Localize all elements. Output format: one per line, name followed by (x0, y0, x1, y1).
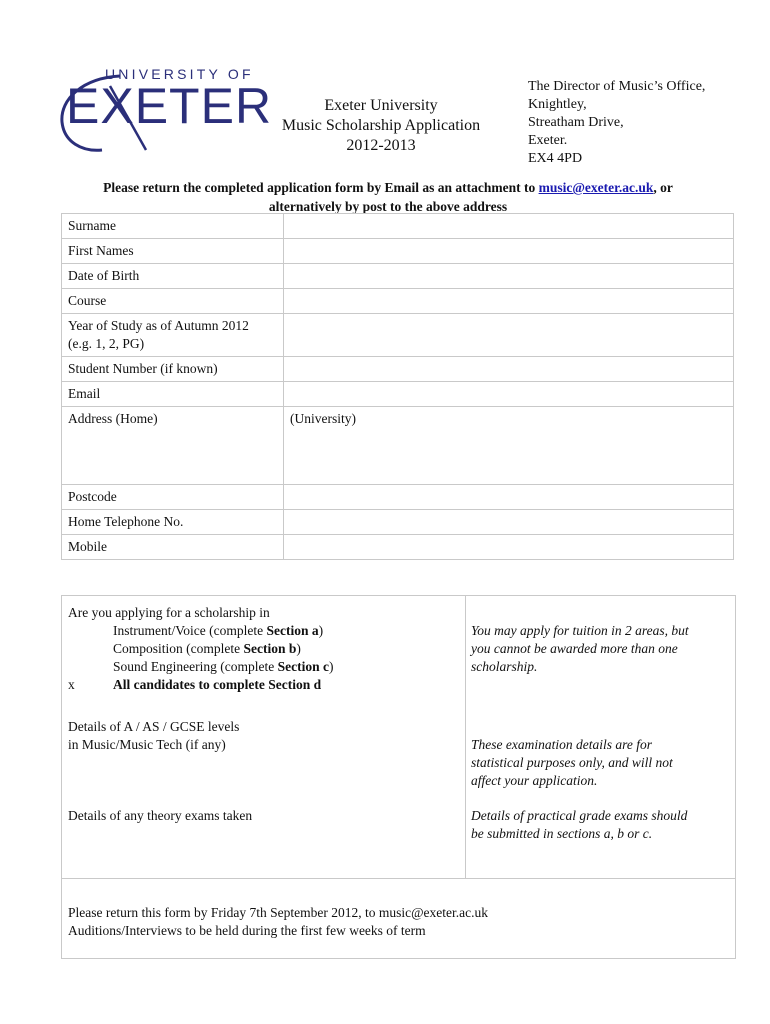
year-of-study-line-1: Year of Study as of Autumn 2012 (68, 318, 249, 333)
mobile-field[interactable] (284, 535, 734, 560)
address-line: Knightley, (528, 97, 587, 112)
option-instrument-voice[interactable] (113, 622, 323, 640)
gcse-details-line-1: Details of A / AS / GCSE levels (68, 719, 240, 734)
year-of-study-label (62, 314, 284, 357)
title-line-3: 2012-2013 (346, 137, 416, 154)
logo-university-of: UNIVERSITY OF (105, 66, 254, 82)
table-row (62, 485, 734, 510)
postcode-label: Postcode (62, 485, 284, 510)
student-number-label: Student Number (if known) (62, 357, 284, 382)
table-row (62, 314, 734, 357)
practical-note-line-1: Details of practical grade exams should (471, 808, 688, 823)
tuition-note-line-1: You may apply for tuition in 2 areas, but (471, 623, 689, 638)
year-of-study-line-2: (e.g. 1, 2, PG) (68, 336, 145, 351)
university-logo (58, 64, 273, 156)
home-address-field[interactable] (62, 407, 284, 485)
return-address (528, 78, 748, 168)
course-label: Course (62, 289, 284, 314)
scholarship-question: Are you applying for a scholarship in (68, 605, 270, 620)
email-label: Email (62, 382, 284, 407)
practical-note-line-2: be submitted in sections a, b or c. (471, 826, 653, 841)
option-instrument-voice-label: Instrument/Voice (complete (113, 623, 267, 638)
dob-label: Date of Birth (62, 264, 284, 289)
document-title (268, 96, 494, 156)
address-line: Exeter. (528, 133, 568, 148)
address-home-label: Address (Home) (68, 411, 158, 426)
address-line: Streatham Drive, (528, 115, 624, 130)
section-c-ref: Section c (277, 659, 329, 674)
section-b-ref: Section b (243, 641, 297, 656)
table-row (62, 382, 734, 407)
university-address-field[interactable] (284, 407, 734, 485)
home-telephone-field[interactable] (284, 510, 734, 535)
surname-label: Surname (62, 214, 284, 239)
close-paren: ) (296, 641, 301, 656)
all-candidates-section-d: All candidates to complete Section d (113, 677, 322, 692)
exam-note-line-2: statistical purposes only, and will not (471, 755, 673, 770)
dob-field[interactable] (284, 264, 734, 289)
table-row (62, 264, 734, 289)
theory-exams-label: Details of any theory exams taken (68, 808, 253, 823)
scholarship-section (61, 595, 736, 959)
instructions-text-2: alternatively by post to the above address (268, 199, 508, 214)
table-row (62, 357, 734, 382)
first-names-field[interactable] (284, 239, 734, 264)
exam-note-line-1: These examination details are for (471, 737, 652, 752)
return-deadline-line-2: Auditions/Interviews to be held during the first few weeks of term (68, 923, 426, 938)
instructions-text: Please return the completed application form by Email as an attachment to (103, 180, 539, 195)
gcse-details-line-2: in Music/Music Tech (if any) (68, 737, 226, 752)
title-line-2: Music Scholarship Application (281, 117, 481, 134)
first-names-label: First Names (62, 239, 284, 264)
option-composition-label: Composition (complete (113, 641, 244, 656)
close-paren: ) (318, 623, 324, 638)
option-composition[interactable] (113, 640, 301, 658)
year-of-study-field[interactable] (284, 314, 734, 357)
course-field[interactable] (284, 289, 734, 314)
exam-note-line-3: affect your application. (471, 773, 598, 788)
title-line-1: Exeter University (324, 97, 438, 114)
personal-details-table (61, 213, 734, 560)
address-university-label: (University) (290, 411, 356, 426)
table-row (62, 289, 734, 314)
postcode-field[interactable] (284, 485, 734, 510)
all-candidates-mark: x (68, 677, 75, 692)
close-paren: ) (328, 659, 334, 674)
table-row (62, 239, 734, 264)
address-line: The Director of Music’s Office, (528, 79, 706, 94)
tuition-note-line-3: scholarship. (471, 659, 538, 674)
instructions-text-mid: , or (653, 180, 673, 195)
address-line: EX4 4PD (528, 151, 583, 166)
table-row (62, 407, 734, 485)
surname-field[interactable] (284, 214, 734, 239)
return-instructions (64, 178, 712, 216)
logo-exeter: EXETER (66, 78, 273, 134)
student-number-field[interactable] (284, 357, 734, 382)
email-field[interactable] (284, 382, 734, 407)
option-sound-engineering[interactable] (113, 658, 333, 676)
tuition-note-line-2: you cannot be awarded more than one (471, 641, 678, 656)
table-row (62, 535, 734, 560)
home-telephone-label: Home Telephone No. (62, 510, 284, 535)
table-row (62, 214, 734, 239)
section-a-ref: Section a (266, 623, 319, 638)
return-deadline-line-1: Please return this form by Friday 7th September 2012, to music@exeter.ac.uk (68, 905, 488, 920)
table-row (62, 510, 734, 535)
mobile-label: Mobile (62, 535, 284, 560)
option-sound-engineering-label: Sound Engineering (complete (113, 659, 278, 674)
email-link[interactable]: music@exeter.ac.uk (538, 180, 654, 195)
